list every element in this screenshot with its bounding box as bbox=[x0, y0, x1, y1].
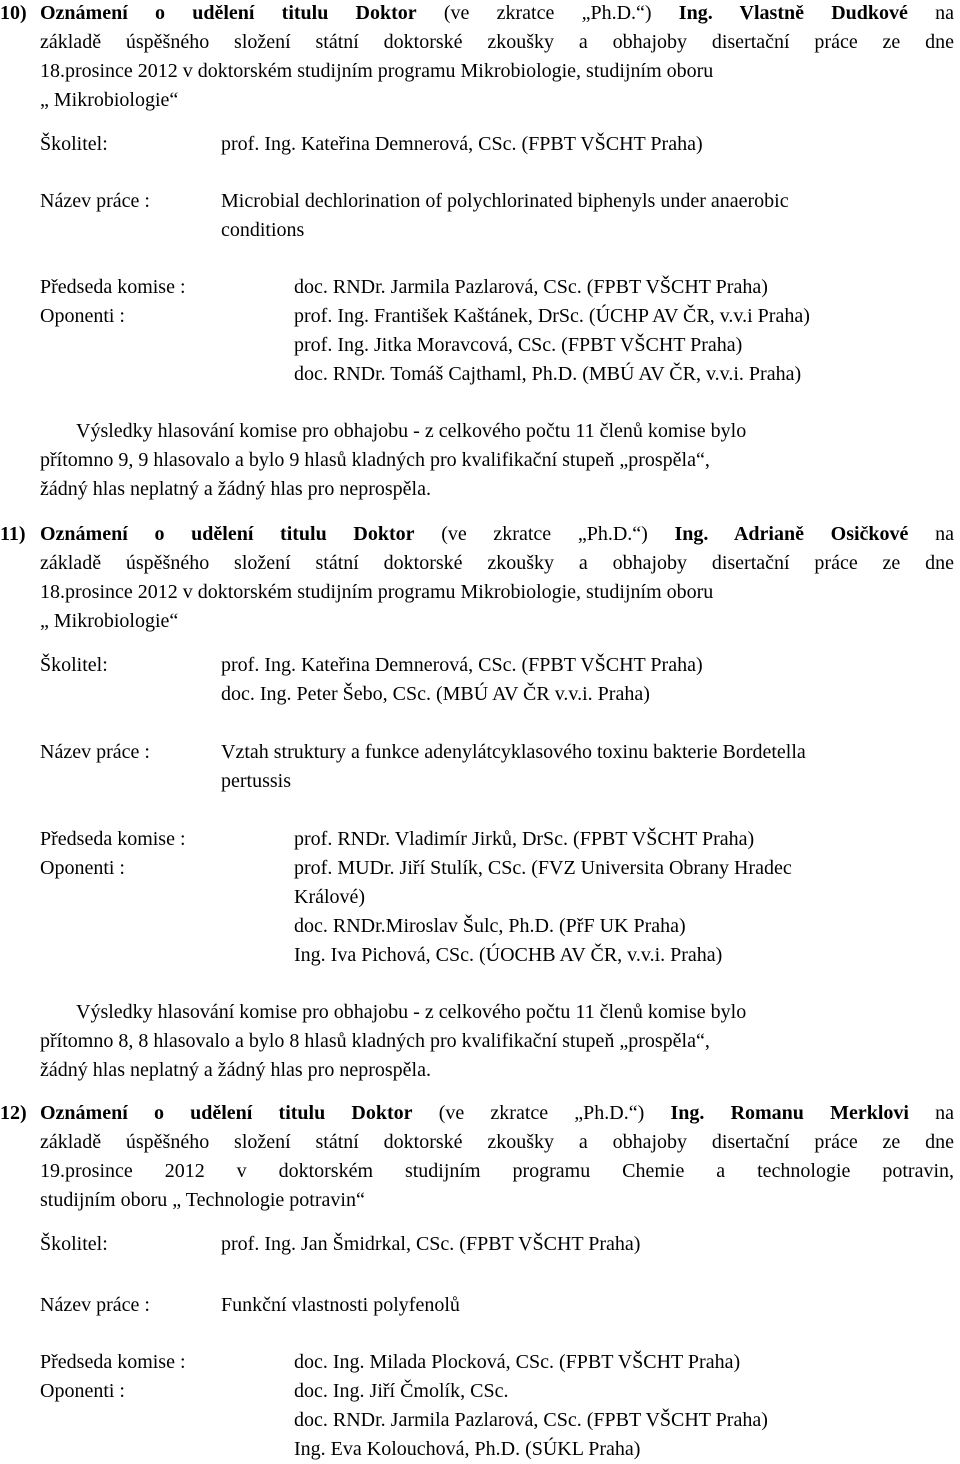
body-line: základě úspěšného složení státní doktorské zkoušky a obhajoby disertační práce ze dne bbox=[40, 1131, 954, 1153]
committee-member: doc. RNDr. Jarmila Pazlarová, CSc. (FPBT VŠCHT Praha) bbox=[294, 1409, 768, 1431]
supervisor-value: prof. Ing. Kateřina Demnerová, CSc. (FPBT VŠCHT Praha) bbox=[221, 133, 703, 155]
committee-member: doc. RNDr.Miroslav Šulc, Ph.D. (PřF UK Praha) bbox=[294, 915, 686, 937]
voting-result-line: přítomno 9, 9 hlasovalo a bylo 9 hlasů kladných pro kvalifikační stupeň „prospěla“, bbox=[40, 449, 710, 471]
thesis-title-label: Název práce : bbox=[40, 741, 150, 763]
heading-abbreviation: (ve zkratce „Ph.D.“) bbox=[441, 523, 648, 545]
thesis-title-label: Název práce : bbox=[40, 190, 150, 212]
voting-result-line: žádný hlas neplatný a žádný hlas pro neprospěla. bbox=[40, 1059, 431, 1081]
committee-member: doc. Ing. Jiří Čmolík, CSc. bbox=[294, 1380, 509, 1402]
committee-chair-label: Předseda komise : bbox=[40, 828, 186, 850]
heading-abbreviation: (ve zkratce „Ph.D.“) bbox=[438, 1102, 645, 1124]
body-line: studijním oboru „ Technologie potravin“ bbox=[40, 1189, 365, 1211]
heading-title: Oznámení o udělení titulu Doktor bbox=[40, 523, 415, 545]
committee-member: doc. Ing. Milada Plocková, CSc. (FPBT VŠCHT Praha) bbox=[294, 1351, 741, 1373]
supervisor-label: Školitel: bbox=[40, 133, 108, 155]
voting-result-line: Výsledky hlasování komise pro obhajobu - z celkového počtu 11 členů komise bylo bbox=[76, 1001, 747, 1023]
committee-member: prof. Ing. František Kaštánek, DrSc. (ÚCHP AV ČR, v.v.i Praha) bbox=[294, 305, 810, 327]
heading-recipient: Ing. Romanu Merklovi bbox=[670, 1102, 909, 1124]
section-heading bbox=[40, 520, 954, 549]
heading-title: Oznámení o udělení titulu Doktor bbox=[40, 2, 417, 24]
body-line: „ Mikrobiologie“ bbox=[40, 89, 179, 111]
opponents-label: Oponenti : bbox=[40, 305, 125, 327]
opponents-label: Oponenti : bbox=[40, 1380, 125, 1402]
section-heading bbox=[40, 1099, 954, 1128]
section-number: 11) bbox=[0, 523, 26, 545]
thesis-title-line: conditions bbox=[221, 219, 305, 241]
section-heading bbox=[40, 0, 954, 28]
body-line: základě úspěšného složení státní doktorské zkoušky a obhajoby disertační práce ze dne bbox=[40, 31, 954, 53]
body-line: 18.prosince 2012 v doktorském studijním programu Mikrobiologie, studijním oboru bbox=[40, 581, 714, 603]
heading-recipient: Ing. Adrianě Osičkové bbox=[674, 523, 909, 545]
body-line: 18.prosince 2012 v doktorském studijním programu Mikrobiologie, studijním oboru bbox=[40, 60, 714, 82]
supervisor-value: doc. Ing. Peter Šebo, CSc. (MBÚ AV ČR v.v.i. Praha) bbox=[221, 683, 650, 705]
section-number: 12) bbox=[0, 1102, 27, 1124]
voting-result-line: Výsledky hlasování komise pro obhajobu - z celkového počtu 11 členů komise bylo bbox=[76, 420, 747, 442]
section-number: 10) bbox=[0, 2, 27, 24]
opponents-label: Oponenti : bbox=[40, 857, 125, 879]
committee-member: prof. MUDr. Jiří Stulík, CSc. (FVZ Universita Obrany Hradec bbox=[294, 857, 792, 879]
voting-result-line: přítomno 8, 8 hlasovalo a bylo 8 hlasů kladných pro kvalifikační stupeň „prospěla“, bbox=[40, 1030, 710, 1052]
committee-chair-label: Předseda komise : bbox=[40, 1351, 186, 1373]
thesis-title-line: Vztah struktury a funkce adenylátcyklasového toxinu bakterie Bordetella bbox=[221, 741, 806, 763]
committee-member: prof. RNDr. Vladimír Jirků, DrSc. (FPBT VŠCHT Praha) bbox=[294, 828, 755, 850]
supervisor-label: Školitel: bbox=[40, 1233, 108, 1255]
committee-member: prof. Ing. Jitka Moravcová, CSc. (FPBT VŠCHT Praha) bbox=[294, 334, 743, 356]
heading-tail: na bbox=[935, 1102, 955, 1124]
voting-result-line: žádný hlas neplatný a žádný hlas pro neprospěla. bbox=[40, 478, 431, 500]
heading-title: Oznámení o udělení titulu Doktor bbox=[40, 1102, 413, 1124]
committee-member: Králové) bbox=[294, 886, 366, 908]
supervisor-value: prof. Ing. Jan Šmidrkal, CSc. (FPBT VŠCHT Praha) bbox=[221, 1233, 641, 1255]
body-line: „ Mikrobiologie“ bbox=[40, 610, 179, 632]
heading-abbreviation: (ve zkratce „Ph.D.“) bbox=[443, 2, 652, 24]
supervisor-label: Školitel: bbox=[40, 654, 108, 676]
committee-chair-label: Předseda komise : bbox=[40, 276, 186, 298]
heading-tail: na bbox=[935, 2, 955, 24]
committee-member: doc. RNDr. Jarmila Pazlarová, CSc. (FPBT VŠCHT Praha) bbox=[294, 276, 768, 298]
heading-recipient: Ing. Vlastně Dudkové bbox=[678, 2, 908, 24]
supervisor-value: prof. Ing. Kateřina Demnerová, CSc. (FPBT VŠCHT Praha) bbox=[221, 654, 703, 676]
body-line: základě úspěšného složení státní doktorské zkoušky a obhajoby disertační práce ze dne bbox=[40, 552, 954, 574]
committee-member: doc. RNDr. Tomáš Cajthaml, Ph.D. (MBÚ AV ČR, v.v.i. Praha) bbox=[294, 363, 802, 385]
committee-member: Ing. Iva Pichová, CSc. (ÚOCHB AV ČR, v.v.i. Praha) bbox=[294, 944, 723, 966]
thesis-title-line: pertussis bbox=[221, 770, 291, 792]
committee-member: Ing. Eva Kolouchová, Ph.D. (SÚKL Praha) bbox=[294, 1438, 641, 1460]
thesis-title-label: Název práce : bbox=[40, 1294, 150, 1316]
body-line: 19.prosince 2012 v doktorském studijním programu Chemie a technologie potravin, bbox=[40, 1160, 954, 1182]
thesis-title-line: Funkční vlastnosti polyfenolů bbox=[221, 1294, 460, 1316]
thesis-title-line: Microbial dechlorination of polychlorinated biphenyls under anaerobic bbox=[221, 190, 789, 212]
heading-tail: na bbox=[935, 523, 955, 545]
